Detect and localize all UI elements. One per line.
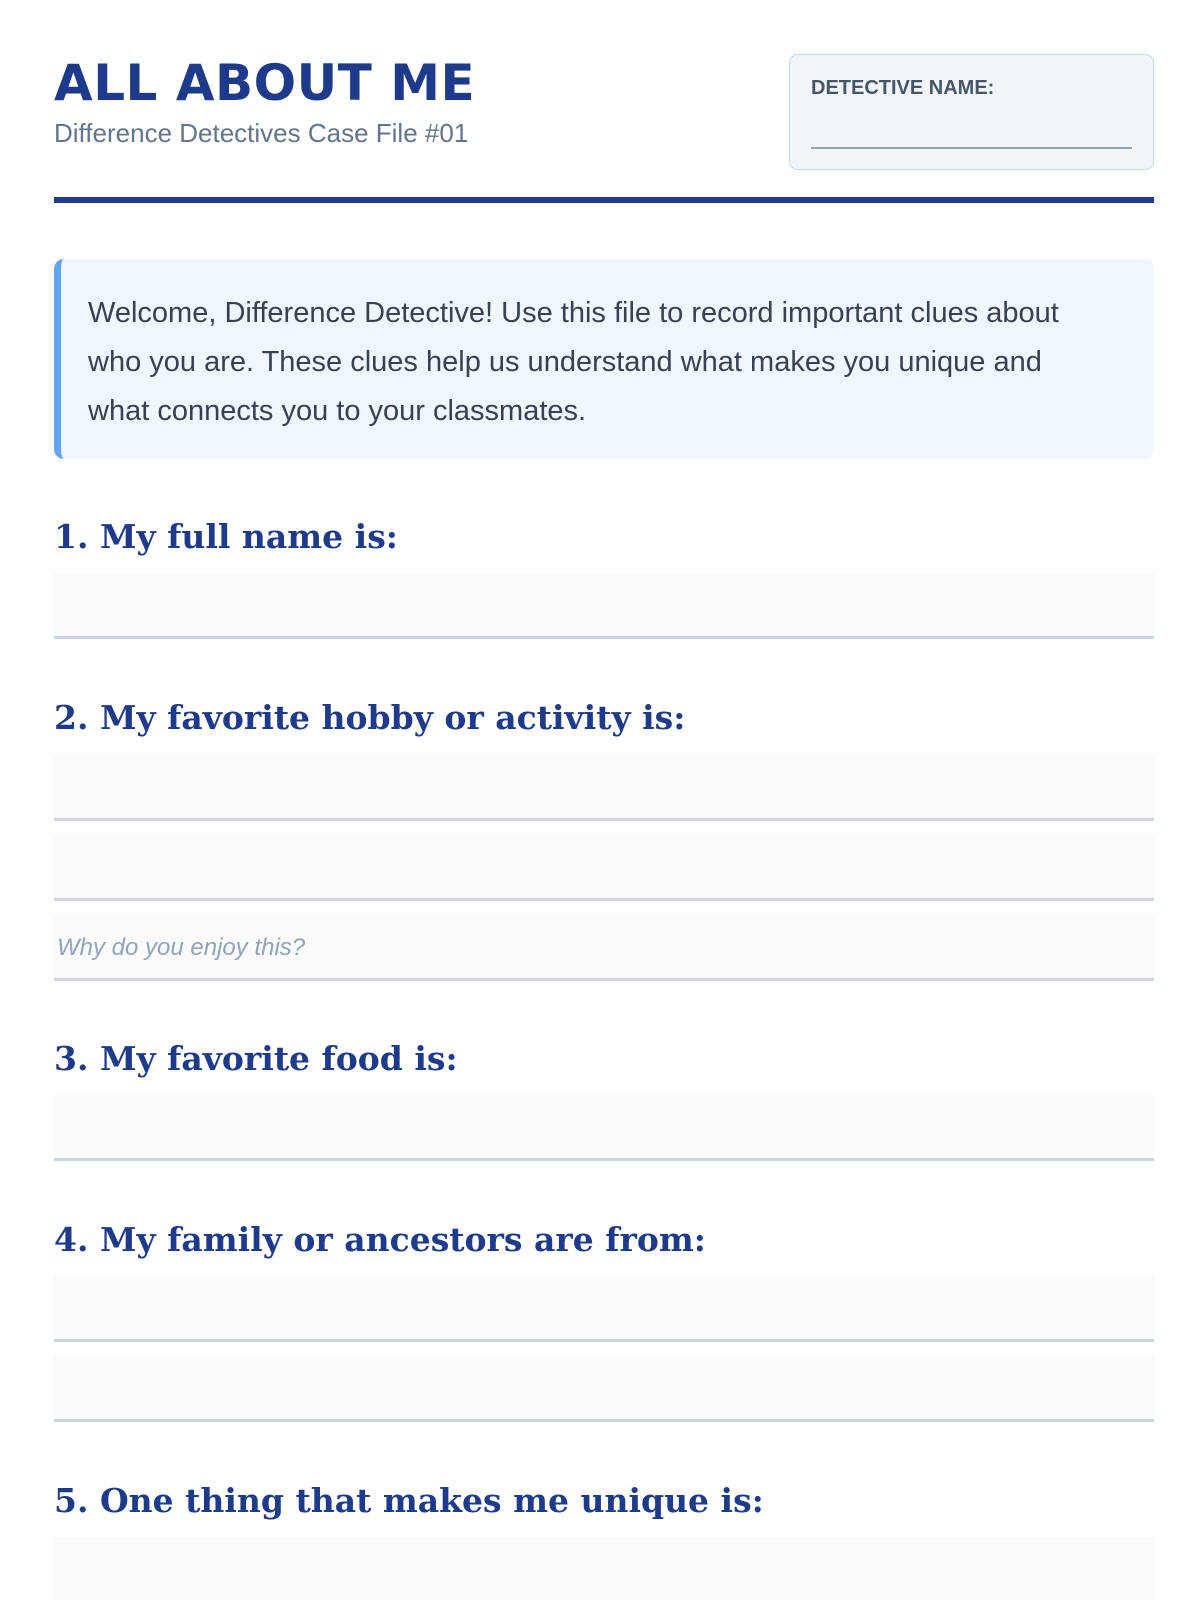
question-2-label: 2. My favorite hobby or activity is: [54,698,686,737]
question-1-label: 1. My full name is: [54,517,398,556]
page-title: ALL ABOUT ME [54,54,476,112]
question-5-label: 5. One thing that makes me unique is: [54,1481,764,1520]
intro-callout [54,259,1154,459]
detective-name-box [789,54,1154,170]
worksheet-header [54,54,1154,204]
question-5-answer-line-1[interactable] [54,1537,1154,1600]
worksheet-page [54,0,1154,1600]
detective-name-label: DETECTIVE NAME: [811,77,995,99]
question-3-label: 3. My favorite food is: [54,1039,458,1078]
intro-text: Welcome, Difference Detective! Use this file to record important clues about who you are. These clues help us understand what makes you unique and what connects you to your classmates. [88,297,1059,427]
question-4-answer-line-2[interactable] [54,1356,1154,1422]
page-subtitle: Difference Detectives Case File #01 [54,118,469,148]
question-2-answer-line-2[interactable] [54,835,1154,901]
question-4-answer-line-1[interactable] [54,1276,1154,1342]
question-2-answer-line-3[interactable] [54,915,1154,981]
question-4-label: 4. My family or ancestors are from: [54,1220,706,1259]
detective-name-field[interactable] [811,147,1132,149]
header-divider [54,197,1154,203]
question-2-answer-line-1[interactable] [54,755,1154,821]
question-1-answer-line-1[interactable] [54,573,1154,639]
question-2-hint: Why do you enjoy this? [57,934,306,961]
question-3-answer-line-1[interactable] [54,1095,1154,1161]
